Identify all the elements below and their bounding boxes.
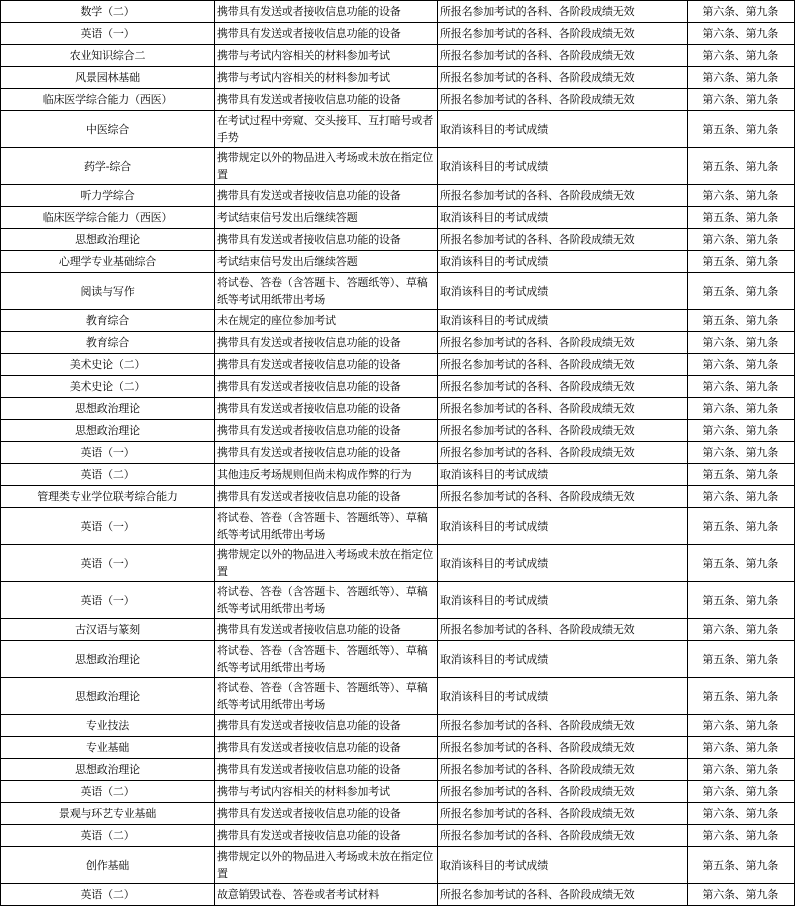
articles-cell: 第六条、第九条 xyxy=(688,67,795,89)
table-row xyxy=(1,737,795,759)
table-row xyxy=(1,825,795,847)
result-cell: 所报名参加考试的各科、各阶段成绩无效 xyxy=(438,332,688,354)
subject-cell: 创作基础 xyxy=(1,847,215,884)
subject-cell: 心理学专业基础综合 xyxy=(1,251,215,273)
table-row xyxy=(1,486,795,508)
subject-cell: 思想政治理论 xyxy=(1,398,215,420)
table-row xyxy=(1,847,795,884)
result-cell: 取消该科目的考试成绩 xyxy=(438,545,688,582)
articles-cell: 第六条、第九条 xyxy=(688,884,795,906)
articles-cell: 第六条、第九条 xyxy=(688,825,795,847)
articles-cell: 第五条、第九条 xyxy=(688,678,795,715)
behavior-cell: 其他违反考场规则但尚未构成作弊的行为 xyxy=(215,464,438,486)
table-row xyxy=(1,619,795,641)
result-cell: 取消该科目的考试成绩 xyxy=(438,678,688,715)
behavior-cell: 携带具有发送或者接收信息功能的设备 xyxy=(215,420,438,442)
subject-cell: 英语（一） xyxy=(1,582,215,619)
articles-cell: 第五条、第九条 xyxy=(688,847,795,884)
subject-cell: 美术史论（二） xyxy=(1,354,215,376)
behavior-cell: 携带具有发送或者接收信息功能的设备 xyxy=(215,23,438,45)
result-cell: 所报名参加考试的各科、各阶段成绩无效 xyxy=(438,229,688,251)
table-row xyxy=(1,229,795,251)
articles-cell: 第五条、第九条 xyxy=(688,251,795,273)
articles-cell: 第六条、第九条 xyxy=(688,23,795,45)
table-row xyxy=(1,508,795,545)
result-cell: 所报名参加考试的各科、各阶段成绩无效 xyxy=(438,354,688,376)
articles-cell: 第五条、第九条 xyxy=(688,508,795,545)
result-cell: 所报名参加考试的各科、各阶段成绩无效 xyxy=(438,1,688,23)
subject-cell: 管理类专业学位联考综合能力 xyxy=(1,486,215,508)
behavior-cell: 将试卷、答卷（含答题卡、答题纸等）、草稿纸等考试用纸带出考场 xyxy=(215,678,438,715)
result-cell: 所报名参加考试的各科、各阶段成绩无效 xyxy=(438,67,688,89)
subject-cell: 农业知识综合二 xyxy=(1,45,215,67)
articles-cell: 第五条、第九条 xyxy=(688,310,795,332)
articles-cell: 第五条、第九条 xyxy=(688,111,795,148)
subject-cell: 阅读与写作 xyxy=(1,273,215,310)
behavior-cell: 携带具有发送或者接收信息功能的设备 xyxy=(215,376,438,398)
articles-cell: 第六条、第九条 xyxy=(688,398,795,420)
articles-cell: 第六条、第九条 xyxy=(688,89,795,111)
behavior-cell: 携带具有发送或者接收信息功能的设备 xyxy=(215,442,438,464)
table-row xyxy=(1,781,795,803)
behavior-cell: 携带具有发送或者接收信息功能的设备 xyxy=(215,737,438,759)
table-row xyxy=(1,376,795,398)
table-row xyxy=(1,273,795,310)
articles-cell: 第五条、第九条 xyxy=(688,273,795,310)
subject-cell: 景观与环艺专业基础 xyxy=(1,803,215,825)
result-cell: 所报名参加考试的各科、各阶段成绩无效 xyxy=(438,376,688,398)
articles-cell: 第六条、第九条 xyxy=(688,619,795,641)
articles-cell: 第五条、第九条 xyxy=(688,148,795,185)
table-row xyxy=(1,1,795,23)
subject-cell: 英语（一） xyxy=(1,545,215,582)
subject-cell: 英语（二） xyxy=(1,781,215,803)
subject-cell: 英语（二） xyxy=(1,464,215,486)
result-cell: 取消该科目的考试成绩 xyxy=(438,464,688,486)
result-cell: 所报名参加考试的各科、各阶段成绩无效 xyxy=(438,781,688,803)
articles-cell: 第五条、第九条 xyxy=(688,464,795,486)
articles-cell: 第六条、第九条 xyxy=(688,185,795,207)
result-cell: 所报名参加考试的各科、各阶段成绩无效 xyxy=(438,45,688,67)
table-row xyxy=(1,464,795,486)
table-row xyxy=(1,582,795,619)
result-cell: 取消该科目的考试成绩 xyxy=(438,310,688,332)
behavior-cell: 将试卷、答卷（含答题卡、答题纸等）、草稿纸等考试用纸带出考场 xyxy=(215,582,438,619)
result-cell: 所报名参加考试的各科、各阶段成绩无效 xyxy=(438,442,688,464)
table-row xyxy=(1,45,795,67)
table-row xyxy=(1,89,795,111)
table-row xyxy=(1,207,795,229)
articles-cell: 第六条、第九条 xyxy=(688,1,795,23)
subject-cell: 英语（二） xyxy=(1,884,215,906)
result-cell: 取消该科目的考试成绩 xyxy=(438,641,688,678)
subject-cell: 英语（一） xyxy=(1,442,215,464)
articles-cell: 第六条、第九条 xyxy=(688,354,795,376)
table-row xyxy=(1,251,795,273)
table-row xyxy=(1,111,795,148)
result-cell: 所报名参加考试的各科、各阶段成绩无效 xyxy=(438,619,688,641)
subject-cell: 思想政治理论 xyxy=(1,641,215,678)
result-cell: 所报名参加考试的各科、各阶段成绩无效 xyxy=(438,884,688,906)
result-cell: 所报名参加考试的各科、各阶段成绩无效 xyxy=(438,398,688,420)
subject-cell: 专业技法 xyxy=(1,715,215,737)
subject-cell: 美术史论（二） xyxy=(1,376,215,398)
behavior-cell: 携带具有发送或者接收信息功能的设备 xyxy=(215,398,438,420)
behavior-cell: 携带具有发送或者接收信息功能的设备 xyxy=(215,486,438,508)
behavior-cell: 将试卷、答卷（含答题卡、答题纸等）、草稿纸等考试用纸带出考场 xyxy=(215,641,438,678)
behavior-cell: 携带具有发送或者接收信息功能的设备 xyxy=(215,759,438,781)
behavior-cell: 携带具有发送或者接收信息功能的设备 xyxy=(215,229,438,251)
articles-cell: 第六条、第九条 xyxy=(688,781,795,803)
table-row xyxy=(1,803,795,825)
table-row xyxy=(1,545,795,582)
articles-cell: 第五条、第九条 xyxy=(688,641,795,678)
behavior-cell: 携带具有发送或者接收信息功能的设备 xyxy=(215,185,438,207)
subject-cell: 药学-综合 xyxy=(1,148,215,185)
subject-cell: 英语（一） xyxy=(1,23,215,45)
table-row xyxy=(1,398,795,420)
behavior-cell: 携带具有发送或者接收信息功能的设备 xyxy=(215,354,438,376)
subject-cell: 风景园林基础 xyxy=(1,67,215,89)
result-cell: 取消该科目的考试成绩 xyxy=(438,273,688,310)
behavior-cell: 携带与考试内容相关的材料参加考试 xyxy=(215,45,438,67)
table-row xyxy=(1,67,795,89)
behavior-cell: 故意销毁试卷、答卷或者考试材料 xyxy=(215,884,438,906)
behavior-cell: 考试结束信号发出后继续答题 xyxy=(215,207,438,229)
result-cell: 所报名参加考试的各科、各阶段成绩无效 xyxy=(438,185,688,207)
subject-cell: 古汉语与篆刻 xyxy=(1,619,215,641)
result-cell: 所报名参加考试的各科、各阶段成绩无效 xyxy=(438,737,688,759)
result-cell: 所报名参加考试的各科、各阶段成绩无效 xyxy=(438,420,688,442)
articles-cell: 第六条、第九条 xyxy=(688,376,795,398)
table-row xyxy=(1,354,795,376)
articles-cell: 第六条、第九条 xyxy=(688,45,795,67)
subject-cell: 英语（一） xyxy=(1,508,215,545)
result-cell: 所报名参加考试的各科、各阶段成绩无效 xyxy=(438,759,688,781)
articles-cell: 第六条、第九条 xyxy=(688,803,795,825)
articles-cell: 第五条、第九条 xyxy=(688,582,795,619)
behavior-cell: 在考试过程中旁窥、交头接耳、互打暗号或者手势 xyxy=(215,111,438,148)
result-cell: 取消该科目的考试成绩 xyxy=(438,148,688,185)
table-row xyxy=(1,759,795,781)
table-row xyxy=(1,23,795,45)
behavior-cell: 将试卷、答卷（含答题卡、答题纸等）、草稿纸等考试用纸带出考场 xyxy=(215,273,438,310)
result-cell: 取消该科目的考试成绩 xyxy=(438,847,688,884)
articles-cell: 第六条、第九条 xyxy=(688,332,795,354)
behavior-cell: 携带具有发送或者接收信息功能的设备 xyxy=(215,825,438,847)
subject-cell: 思想政治理论 xyxy=(1,229,215,251)
result-cell: 取消该科目的考试成绩 xyxy=(438,508,688,545)
subject-cell: 数学（二） xyxy=(1,1,215,23)
articles-cell: 第六条、第九条 xyxy=(688,486,795,508)
subject-cell: 中医综合 xyxy=(1,111,215,148)
subject-cell: 临床医学综合能力（西医） xyxy=(1,207,215,229)
articles-cell: 第六条、第九条 xyxy=(688,442,795,464)
behavior-cell: 携带具有发送或者接收信息功能的设备 xyxy=(215,89,438,111)
behavior-cell: 携带具有发送或者接收信息功能的设备 xyxy=(215,715,438,737)
result-cell: 所报名参加考试的各科、各阶段成绩无效 xyxy=(438,89,688,111)
behavior-cell: 携带与考试内容相关的材料参加考试 xyxy=(215,781,438,803)
behavior-cell: 携带具有发送或者接收信息功能的设备 xyxy=(215,1,438,23)
articles-cell: 第六条、第九条 xyxy=(688,420,795,442)
subject-cell: 思想政治理论 xyxy=(1,678,215,715)
subject-cell: 教育综合 xyxy=(1,332,215,354)
table-row xyxy=(1,884,795,906)
table-body xyxy=(1,1,795,906)
result-cell: 取消该科目的考试成绩 xyxy=(438,582,688,619)
articles-cell: 第五条、第九条 xyxy=(688,545,795,582)
articles-cell: 第六条、第九条 xyxy=(688,759,795,781)
behavior-cell: 考试结束信号发出后继续答题 xyxy=(215,251,438,273)
result-cell: 所报名参加考试的各科、各阶段成绩无效 xyxy=(438,715,688,737)
subject-cell: 专业基础 xyxy=(1,737,215,759)
table-row xyxy=(1,148,795,185)
table-row xyxy=(1,185,795,207)
subject-cell: 思想政治理论 xyxy=(1,420,215,442)
result-cell: 所报名参加考试的各科、各阶段成绩无效 xyxy=(438,825,688,847)
table-row xyxy=(1,310,795,332)
behavior-cell: 未在规定的座位参加考试 xyxy=(215,310,438,332)
articles-cell: 第六条、第九条 xyxy=(688,715,795,737)
subject-cell: 思想政治理论 xyxy=(1,759,215,781)
table-row xyxy=(1,442,795,464)
articles-cell: 第六条、第九条 xyxy=(688,229,795,251)
behavior-cell: 携带具有发送或者接收信息功能的设备 xyxy=(215,803,438,825)
articles-cell: 第五条、第九条 xyxy=(688,207,795,229)
behavior-cell: 携带与考试内容相关的材料参加考试 xyxy=(215,67,438,89)
table-row xyxy=(1,641,795,678)
table-row xyxy=(1,332,795,354)
table-row xyxy=(1,678,795,715)
behavior-cell: 携带规定以外的物品进入考场或未放在指定位置 xyxy=(215,545,438,582)
articles-cell: 第六条、第九条 xyxy=(688,737,795,759)
result-cell: 所报名参加考试的各科、各阶段成绩无效 xyxy=(438,23,688,45)
subject-cell: 听力学综合 xyxy=(1,185,215,207)
result-cell: 所报名参加考试的各科、各阶段成绩无效 xyxy=(438,486,688,508)
subject-cell: 教育综合 xyxy=(1,310,215,332)
result-cell: 所报名参加考试的各科、各阶段成绩无效 xyxy=(438,803,688,825)
result-cell: 取消该科目的考试成绩 xyxy=(438,251,688,273)
result-cell: 取消该科目的考试成绩 xyxy=(438,111,688,148)
subject-cell: 临床医学综合能力（西医） xyxy=(1,89,215,111)
behavior-cell: 携带规定以外的物品进入考场或未放在指定位置 xyxy=(215,847,438,884)
table-row xyxy=(1,420,795,442)
behavior-cell: 将试卷、答卷（含答题卡、答题纸等）、草稿纸等考试用纸带出考场 xyxy=(215,508,438,545)
behavior-cell: 携带具有发送或者接收信息功能的设备 xyxy=(215,619,438,641)
table-row xyxy=(1,715,795,737)
behavior-cell: 携带规定以外的物品进入考场或未放在指定位置 xyxy=(215,148,438,185)
subject-cell: 英语（二） xyxy=(1,825,215,847)
result-cell: 取消该科目的考试成绩 xyxy=(438,207,688,229)
behavior-cell: 携带具有发送或者接收信息功能的设备 xyxy=(215,332,438,354)
